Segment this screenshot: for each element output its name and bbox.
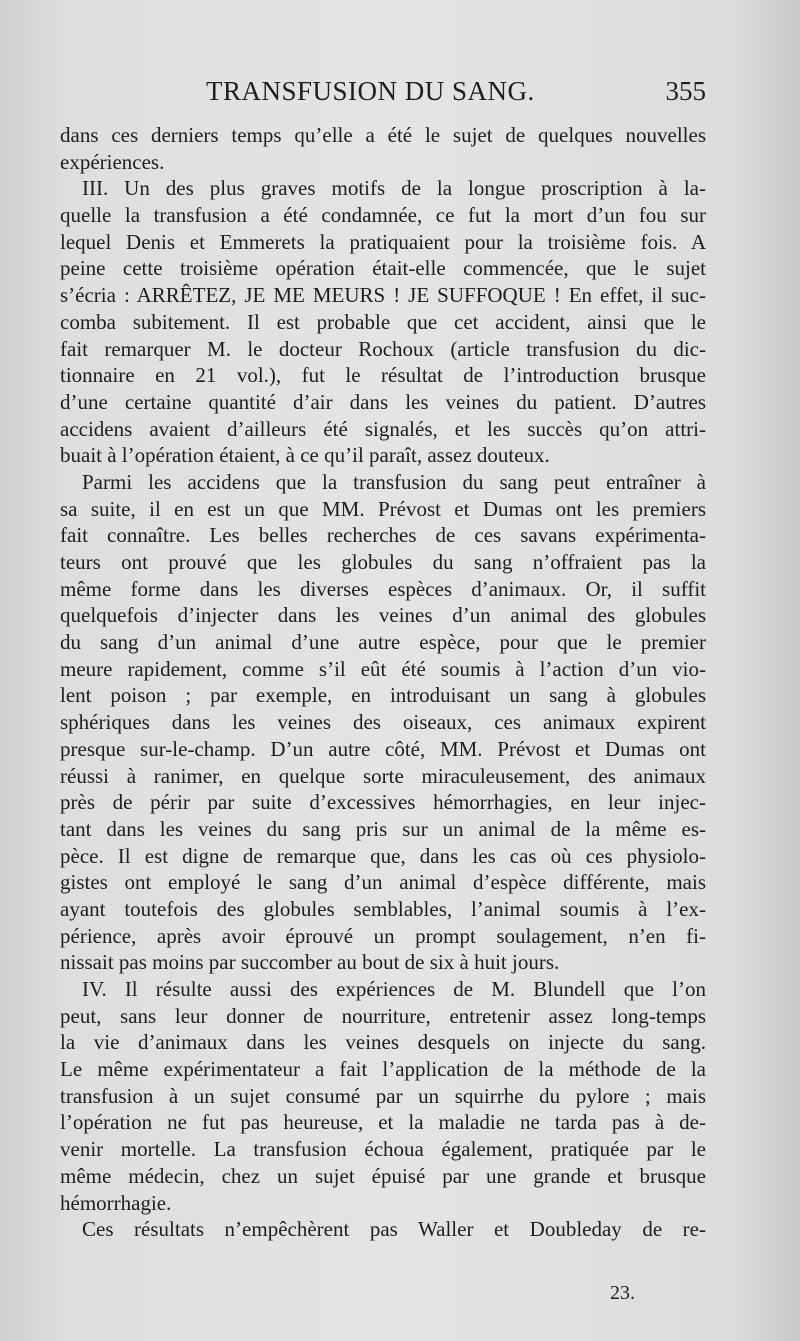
text-line: lent poison ; par exemple, en introduisant un sang à globules	[60, 683, 706, 708]
text-line: hémorrhagie.	[60, 1190, 172, 1215]
signature-mark: 23.	[610, 1282, 635, 1304]
text-line: même médecin, chez un sujet épuisé par une grande et brusque	[60, 1163, 706, 1188]
text-line: Ces résultats n’empêchèrent pas Waller et Doubleday de re-	[82, 1217, 706, 1242]
text-line: tionnaire en 21 vol.), fut le résultat de l’introduction brusque	[60, 363, 706, 388]
text-line: teurs ont prouvé que les globules du sang n’offraient pas la	[60, 550, 706, 574]
text-line: transfusion à un sujet consumé par un squirrhe du pylore ; mais	[60, 1083, 706, 1108]
body-text	[60, 122, 706, 1243]
text-line: fait remarquer M. le docteur Rochoux (article transfusion du dic-	[60, 336, 706, 361]
text-line: réussi à ranimer, en quelque sorte miraculeusement, des animaux	[60, 763, 706, 788]
text-line: expériences.	[60, 149, 165, 174]
text-line: Le même expérimentateur a fait l’application de la méthode de la	[60, 1057, 706, 1082]
text-line: meure rapidement, comme s’il eût été soumis à l’action d’un vio-	[60, 656, 706, 681]
text-line: Parmi les accidens que la transfusion du sang peut entraîner à	[82, 469, 706, 494]
text-line: la vie d’animaux dans les veines desquels on injecte du sang.	[60, 1030, 706, 1055]
text-line: III. Un des plus graves motifs de la longue proscription à la-	[82, 176, 706, 201]
text-line: gistes ont employé le sang d’un animal d’espèce différente, mais	[60, 870, 706, 895]
text-line: peine cette troisième opération était-elle commencée, que le sujet	[60, 256, 706, 281]
text-line: presque sur-le-champ. D’un autre côté, MM. Prévost et Dumas ont	[60, 736, 706, 761]
text-line: buait à l’opération étaient, à ce qu’il paraît, assez douteux.	[60, 443, 550, 468]
text-line: tant dans les veines du sang pris sur un animal de la même es-	[60, 816, 706, 841]
text-line: IV. Il résulte aussi des expériences de M. Blundell que l’on	[82, 977, 706, 1001]
page-number: 355	[665, 76, 706, 106]
text-line: quelquefois d’injecter dans les veines d’un animal des globules	[60, 603, 706, 628]
text-line: pèce. Il est digne de remarque que, dans les cas où ces physiolo-	[60, 843, 706, 868]
text-line: dans ces derniers temps qu’elle a été le sujet de quelques nouvelles	[60, 123, 706, 147]
running-title: TRANSFUSION DU SANG.	[206, 76, 535, 106]
text-line: d’une certaine quantité d’air dans les veines du patient. D’autres	[60, 389, 706, 414]
text-line: nissait pas moins par succomber au bout de six à huit jours.	[60, 950, 560, 975]
text-line: même forme dans les diverses espèces d’animaux. Or, il suffit	[60, 576, 706, 601]
text-line: ayant toutefois des globules semblables, l’animal soumis à l’ex-	[60, 896, 706, 921]
text-line: l’opération ne fut pas heureuse, et la maladie ne tarda pas à de-	[60, 1110, 706, 1135]
text-line: sphériques dans les veines des oiseaux, ces animaux expirent	[60, 710, 706, 735]
text-line: lequel Denis et Emmerets la pratiquaient pour la troisième fois. A	[60, 229, 706, 254]
text-line: accidens avaient d’ailleurs été signalés, et les succès qu’on attri-	[60, 416, 706, 441]
text-line: peut, sans leur donner de nourriture, entretenir assez long-temps	[60, 1003, 706, 1028]
page-header	[60, 76, 706, 110]
text-line: du sang d’un animal d’une autre espèce, pour que le premier	[60, 630, 706, 655]
text-line: fait connaître. Les belles recherches de ces savans expérimenta-	[60, 523, 706, 548]
text-line: sa suite, il en est un que MM. Prévost et Dumas ont les premiers	[60, 496, 706, 521]
text-line: s’écria : ARRÊTEZ, JE ME MEURS ! JE SUFFOQUE ! En effet, il suc-	[60, 283, 706, 308]
text-line: comba subitement. Il est probable que cet accident, ainsi que le	[60, 309, 706, 334]
text-line: près de périr par suite d’excessives hémorrhagies, en leur injec-	[60, 790, 706, 815]
text-line: quelle la transfusion a été condamnée, ce fut la mort d’un fou sur	[60, 203, 706, 228]
text-line: périence, après avoir éprouvé un prompt soulagement, n’en fi-	[60, 923, 706, 948]
text-line: venir mortelle. La transfusion échoua également, pratiquée par le	[60, 1137, 706, 1162]
